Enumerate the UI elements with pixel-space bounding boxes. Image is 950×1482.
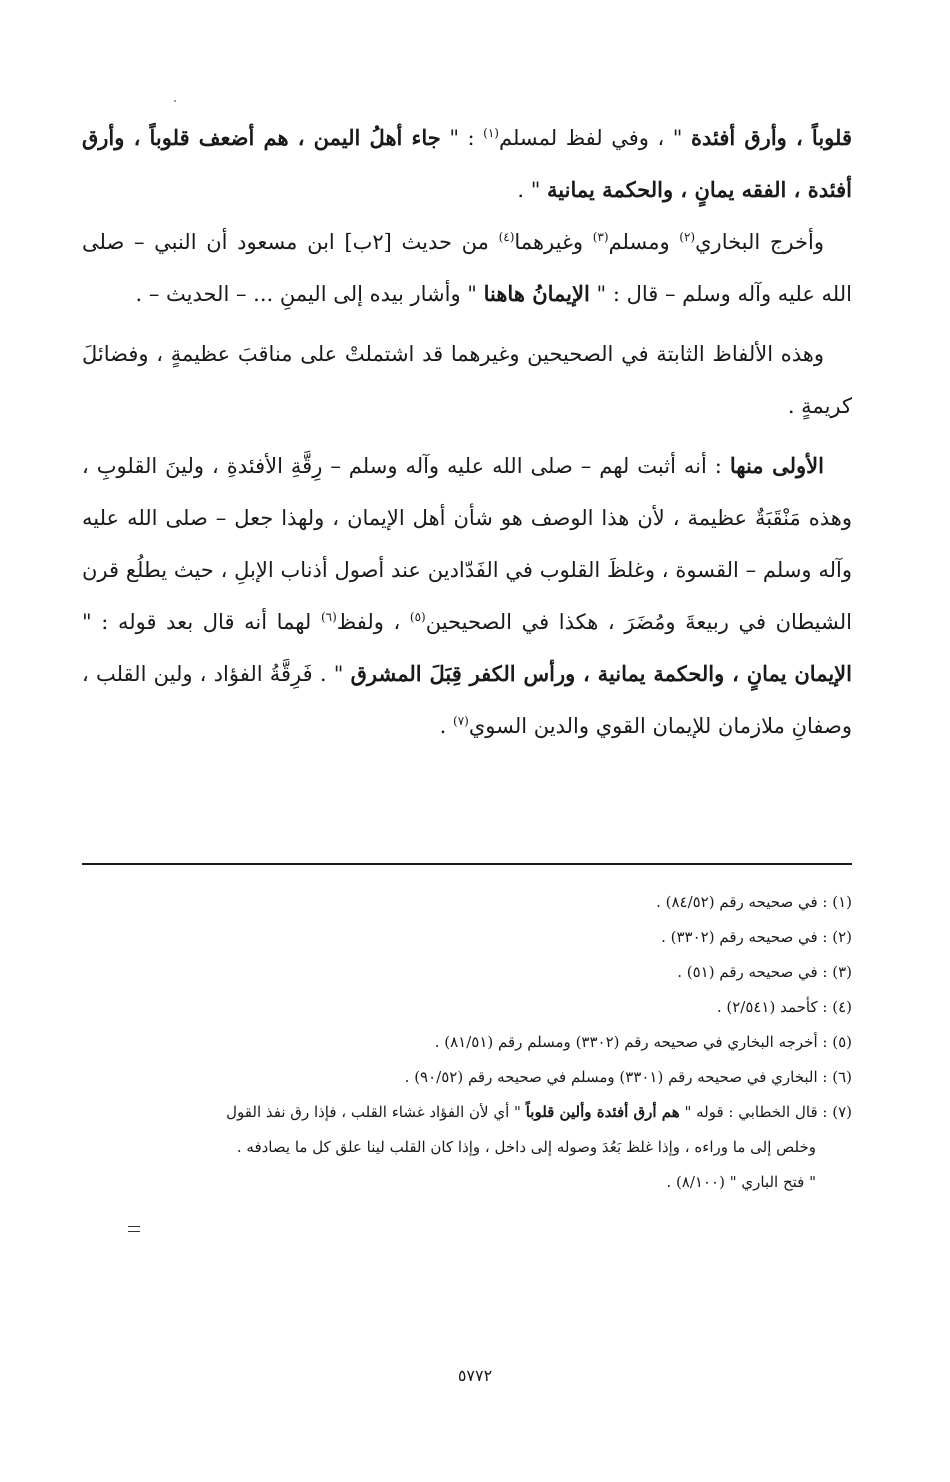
text-run: : أنه أثبت لهم – صلى الله عليه وآله وسلم – رِقَّةِ الأفئدةِ ، ولينَ القلوبِ ، وهذه مَنْقَبَةٌ عظيمة ، لأن هذا الوصف هو شأن أهل الإيمان ، ولهذا جعل – صلى الله عليه وآله وسلم – القسوة ، وغلظَ القلوب في الفَدّادين عند أصول أذناب الإبلِ ، حيث يطلُع قرن الشيطان في ربيعةَ ومُضَرَ ، هكذا في الصحيحين (82, 454, 852, 634)
footnote-7-pre: (٧) : قال الخطابي : قوله " (679, 1103, 852, 1121)
main-text (82, 112, 852, 752)
footnote-separator (82, 863, 852, 865)
text-run: لهما أنه قال بعد قوله : " (82, 610, 321, 634)
footnote-7-line-2: وخلص إلى ما وراءه ، وإذا غلظ بَعُدَ وصوله إلى داخل ، وإذا كان القلب لينا علق كل ما يصادفه . (236, 1138, 816, 1156)
text-run: وأخرج البخاري (695, 230, 824, 254)
footnote-ref: (٣) (592, 230, 609, 244)
text-run: . (439, 714, 454, 738)
footnote-7-bold: هم أرق أفئدة وألين قلوباً (525, 1103, 680, 1121)
text-run: ومسلم (608, 230, 680, 254)
scan-speck (174, 100, 176, 102)
footnote-2: (٢) : في صحيحه رقم (٣٣٠٢) . (661, 928, 852, 946)
bold-phrase: الإيمانُ هاهنا (483, 281, 590, 306)
footnote-3: (٣) : في صحيحه رقم (٥١) . (677, 963, 852, 981)
footnotes (82, 885, 852, 1200)
text-run: " . (517, 178, 548, 202)
footnote-4: (٤) : كأحمد (٢/٥٤١) . (716, 998, 852, 1016)
footnote-ref: (١) (483, 126, 499, 140)
footnote-5: (٥) : أخرجه البخاري في صحيحه رقم (٣٣٠٢) ومسلم رقم (٨١/٥١) . (434, 1033, 852, 1051)
paragraph-3 (82, 328, 852, 432)
equals-mark (128, 1226, 140, 1232)
paragraph-2 (82, 216, 852, 320)
paragraph-1 (82, 112, 852, 216)
footnote-ref: (٦) (320, 610, 337, 624)
bold-phrase: جاء أهلُ اليمن ، هم أضعف قلوباً ، وأرق أفئدة ، الفقه يمانٍ ، والحكمة يمانية (82, 125, 852, 202)
text-run: من حديث [٢ب] ابن مسعود أن النبي – صلى الله عليه وآله وسلم – قال : " (82, 230, 852, 306)
footnote-ref: (٤) (498, 230, 515, 244)
text-run: " ، وفي لفظ لمسلم (498, 126, 691, 150)
footnote-1: (١) : في صحيحه رقم (٨٤/٥٢) . (656, 893, 852, 911)
footnote-ref: (٢) (679, 230, 696, 244)
bold-phrase: قلوباً ، وأرق أفئدة (690, 125, 852, 150)
page-number: ٥٧٧٢ (457, 1366, 493, 1385)
footnote-ref: (٥) (409, 610, 426, 624)
footnote-7-line-3: " فتح الباري " (٨/١٠٠) . (666, 1173, 816, 1191)
text-run: : " (440, 126, 484, 150)
text-run: ، ولفظ (336, 610, 410, 634)
text-run: " وأشار بيده إلى اليمنِ ... – الحديث – . (135, 282, 484, 306)
text-run: " . فَرِقَّةُ الفؤاد ، ولين القلب ، وصفانِ ملازمان للإيمان القوي والدين السوي (82, 662, 852, 738)
bold-phrase: الإيمان يمانٍ ، والحكمة يمانية ، ورأس الكفر قِبَلَ المشرق (350, 661, 852, 686)
paragraph-4 (82, 440, 852, 752)
footnote-ref: (٧) (453, 714, 469, 728)
text-run: وهذه الألفاظ الثابتة في الصحيحين وغيرهما قد اشتملتْ على مناقبَ عظيمةٍ ، وفضائلَ كريمةٍ . (82, 342, 852, 418)
footnote-7 (82, 1095, 852, 1130)
footnote-7-post: " أي لأن الفؤاد غشاء القلب ، فإذا رق نفذ القول (226, 1103, 526, 1121)
bold-phrase: الأولى منها (729, 453, 824, 478)
footnote-6: (٦) : البخاري في صحيحه رقم (٣٣٠١) ومسلم في صحيحه رقم (٩٠/٥٢) . (404, 1068, 852, 1086)
text-run: وغيرهما (514, 230, 593, 254)
